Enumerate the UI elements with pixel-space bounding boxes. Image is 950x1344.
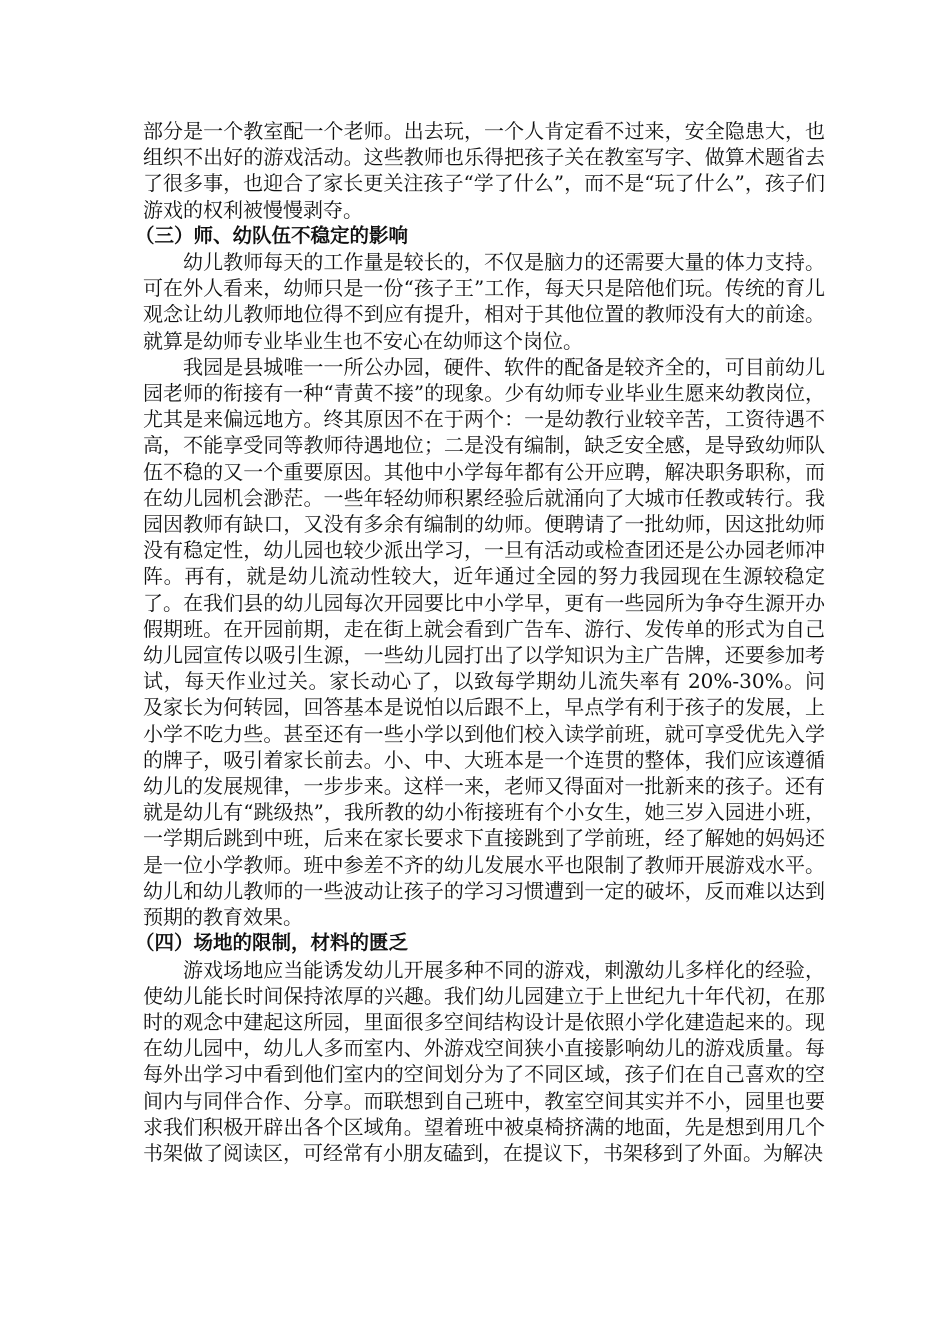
paragraph-teacher-workload: 幼儿教师每天的工作量是较长的，不仅是脑力的还需要大量的体力支持。可在外人看来，幼师只是一份“孩子王”工作，每天只是陪他们玩。传统的育儿观念让幼儿教师地位得不到应有提升，相对于其他位置的教师没有大的前途。就算是幼师专业毕业生也不安心在幼师这个岗位。: [143, 250, 825, 353]
section-heading-3: （三）师、幼队伍不稳定的影响: [135, 223, 409, 247]
paragraph-continued: 部分是一个教室配一个老师。出去玩，一个人肯定看不过来，安全隐患大，也组织不出好的游戏活动。这些教师也乐得把孩子关在教室写字、做算术题省去了很多事，也迎合了家长更关注孩子“学了什么”，而不是“玩了什么”，孩子们游戏的权利被慢慢剥夺。: [143, 119, 825, 222]
paragraph-kindergarten-situation: 我园是县城唯一一所公办园，硬件、软件的配备是较齐全的，可目前幼儿园老师的衔接有一种“青黄不接”的现象。少有幼师专业毕业生愿来幼教岗位，尤其是来偏远地方。终其原因不在于两个：一是幼教行业较辛苦，工资待遇不高，不能享受同等教师待遇地位；二是没有编制，缺乏安全感，是导致幼师队伍不稳的又一个重要原因。其他中小学每年都有公开应聘，解决职务职称，而在幼儿园机会渺茫。一些年轻幼师积累经验后就涌向了大城市任教或转行。我园因教师有缺口，又没有多余有编制的幼师。便聘请了一批幼师，因这批幼师没有稳定性，幼儿园也较少派出学习，一旦有活动或检查团还是公办园老师冲阵。再有，就是幼儿流动性较大，近年通过全园的努力我园现在生源较稳定了。在我们县的幼儿园每次开园要比中小学早，更有一些园所为争夺生源开办假期班。在开园前期，走在街上就会看到广告车、游行、发传单的形式为自己幼儿园宣传以吸引生源，一些幼儿园打出了以学知识为主广告牌，还要参加考试，每天作业过关。家长动心了，以致每学期幼儿流失率有 20%-30%。问及家长为何转园，回答基本是说怕以后跟不上，早点学有利于孩子的发展，上小学不吃力些。甚至还有一些小学以到他们校入读学前班，就可享受优先入学的牌子，吸引着家长前去。小、中、大班本是一个连贯的整体，我们应该遵循幼儿的发展规律，一步步来。这样一来，老师又得面对一批新来的孩子。还有就是幼儿有“跳级热”，我所教的幼小衔接班有个小女生，她三岁入园进小班，一学期后跳到中班，后来在家长要求下直接跳到了学前班，经了解她的妈妈还是一位小学教师。班中参差不齐的幼儿发展水平也限制了教师开展游戏水平。幼儿和幼儿教师的一些波动让孩子的学习习惯遭到一定的破坏，反而难以达到预期的教育效果。: [143, 354, 825, 930]
paragraph-play-space: 游戏场地应当能诱发幼儿开展多种不同的游戏，刺激幼儿多样化的经验，使幼儿能长时间保持浓厚的兴趣。我们幼儿园建立于上世纪九十年代初，在那时的观念中建起这所园，里面很多空间结构设计是依照小学化建造起来的。现在幼儿园中，幼儿人多而室内、外游戏空间狭小直接影响幼儿的游戏质量。每每外出学习中看到他们室内的空间划分为了不同区域，孩子们在自己喜欢的空间内与同伴合作、分享。而联想到自己班中，教室空间其实并不小，园里也要求我们积极开辟出各个区域角。望着班中被桌椅挤满的地面，先是想到用几个书架做了阅读区，可经常有小朋友磕到，在提议下，书架移到了外面。为解决: [143, 957, 825, 1165]
document-page: [135, 118, 825, 1166]
section-heading-4: （四）场地的限制，材料的匮乏: [135, 931, 409, 955]
